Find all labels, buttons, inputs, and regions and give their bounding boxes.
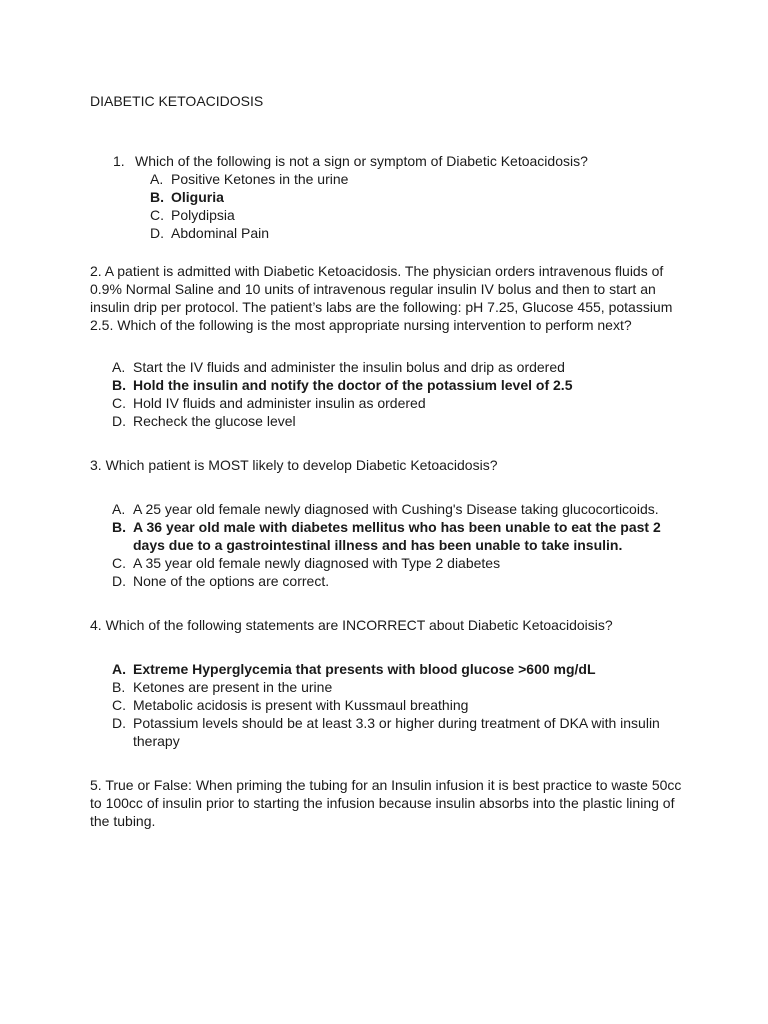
option-letter: D. [112, 715, 126, 731]
option-text: Polydipsia [171, 207, 235, 223]
option-letter: A. [112, 661, 126, 677]
option-text: Recheck the glucose level [133, 413, 296, 429]
option-a-correct [112, 660, 688, 678]
option-text: Positive Ketones in the urine [171, 171, 349, 187]
question-2-options [90, 358, 688, 430]
option-letter: B. [112, 679, 126, 695]
option-letter: A. [150, 171, 164, 187]
option-text: A 36 year old male with diabetes mellitus who has been unable to eat the past 2 days due to a gastrointestinal illness and has been unable to take insulin. [133, 519, 661, 553]
question-2: 2. A patient is admitted with Diabetic Ketoacidosis. The physician orders intravenous fluids of 0.9% Normal Saline and 10 units of intravenous regular insulin IV bolus and then to start an insulin drip per protocol. The patient’s labs are the following: pH 7.25, Glucose 455, potassium 2.5. Which of the following is the most appropriate nursing intervention to perform next? [90, 263, 673, 333]
option-letter: A. [112, 501, 126, 517]
option-letter: C. [112, 555, 126, 571]
question-4: 4. Which of the following statements are INCORRECT about Diabetic Ketoacidoisis? [90, 617, 613, 633]
question-3-options [90, 500, 688, 590]
option-letter: D. [112, 413, 126, 429]
option-letter: A. [112, 359, 126, 375]
question-number: 1. [113, 153, 125, 169]
option-b-correct [150, 188, 688, 206]
question-3: 3. Which patient is MOST likely to develop Diabetic Ketoacidosis? [90, 457, 498, 473]
question-4-options [90, 660, 688, 750]
option-b-correct [112, 518, 688, 554]
option-d [112, 572, 688, 590]
option-text: Hold the insulin and notify the doctor of the potassium level of 2.5 [133, 377, 573, 393]
document-title: DIABETIC KETOACIDOSIS [90, 93, 264, 109]
option-a [112, 358, 688, 376]
option-c [112, 554, 688, 572]
option-letter: B. [150, 189, 164, 205]
option-b [112, 678, 688, 696]
option-text: None of the options are correct. [133, 573, 330, 589]
option-text: Oliguria [171, 189, 224, 205]
option-c [112, 696, 688, 714]
question-1 [113, 152, 688, 170]
question-text: Which of the following is not a sign or symptom of Diabetic Ketoacidosis? [135, 153, 588, 169]
option-letter: D. [150, 225, 164, 241]
option-text: A 35 year old female newly diagnosed with Type 2 diabetes [133, 555, 501, 571]
option-d [150, 224, 688, 242]
option-letter: C. [150, 207, 164, 223]
option-letter: B. [112, 377, 126, 393]
option-letter: B. [112, 519, 126, 535]
option-d [112, 412, 688, 430]
option-text: Hold IV fluids and administer insulin as ordered [133, 395, 426, 411]
option-text: Potassium levels should be at least 3.3 or higher during treatment of DKA with insulin therapy [133, 715, 660, 749]
option-a [112, 500, 688, 518]
option-letter: D. [112, 573, 126, 589]
option-text: Metabolic acidosis is present with Kussmaul breathing [133, 697, 469, 713]
option-text: Ketones are present in the urine [133, 679, 333, 695]
option-b-correct [112, 376, 688, 394]
option-letter: C. [112, 395, 126, 411]
option-a [150, 170, 688, 188]
option-c [112, 394, 688, 412]
option-text: A 25 year old female newly diagnosed with Cushing's Disease taking glucocorticoids. [133, 501, 659, 517]
option-text: Abdominal Pain [171, 225, 270, 241]
question-5: 5. True or False: When priming the tubing for an Insulin infusion it is best practice to waste 50cc to 100cc of insulin prior to starting the infusion because insulin absorbs into the plastic lining of the tubing. [90, 777, 682, 829]
option-text: Start the IV fluids and administer the insulin bolus and drip as ordered [133, 359, 565, 375]
option-c [150, 206, 688, 224]
option-d [112, 714, 688, 750]
option-text: Extreme Hyperglycemia that presents with blood glucose >600 mg/dL [133, 661, 596, 677]
question-1-options [90, 170, 688, 242]
option-letter: C. [112, 697, 126, 713]
